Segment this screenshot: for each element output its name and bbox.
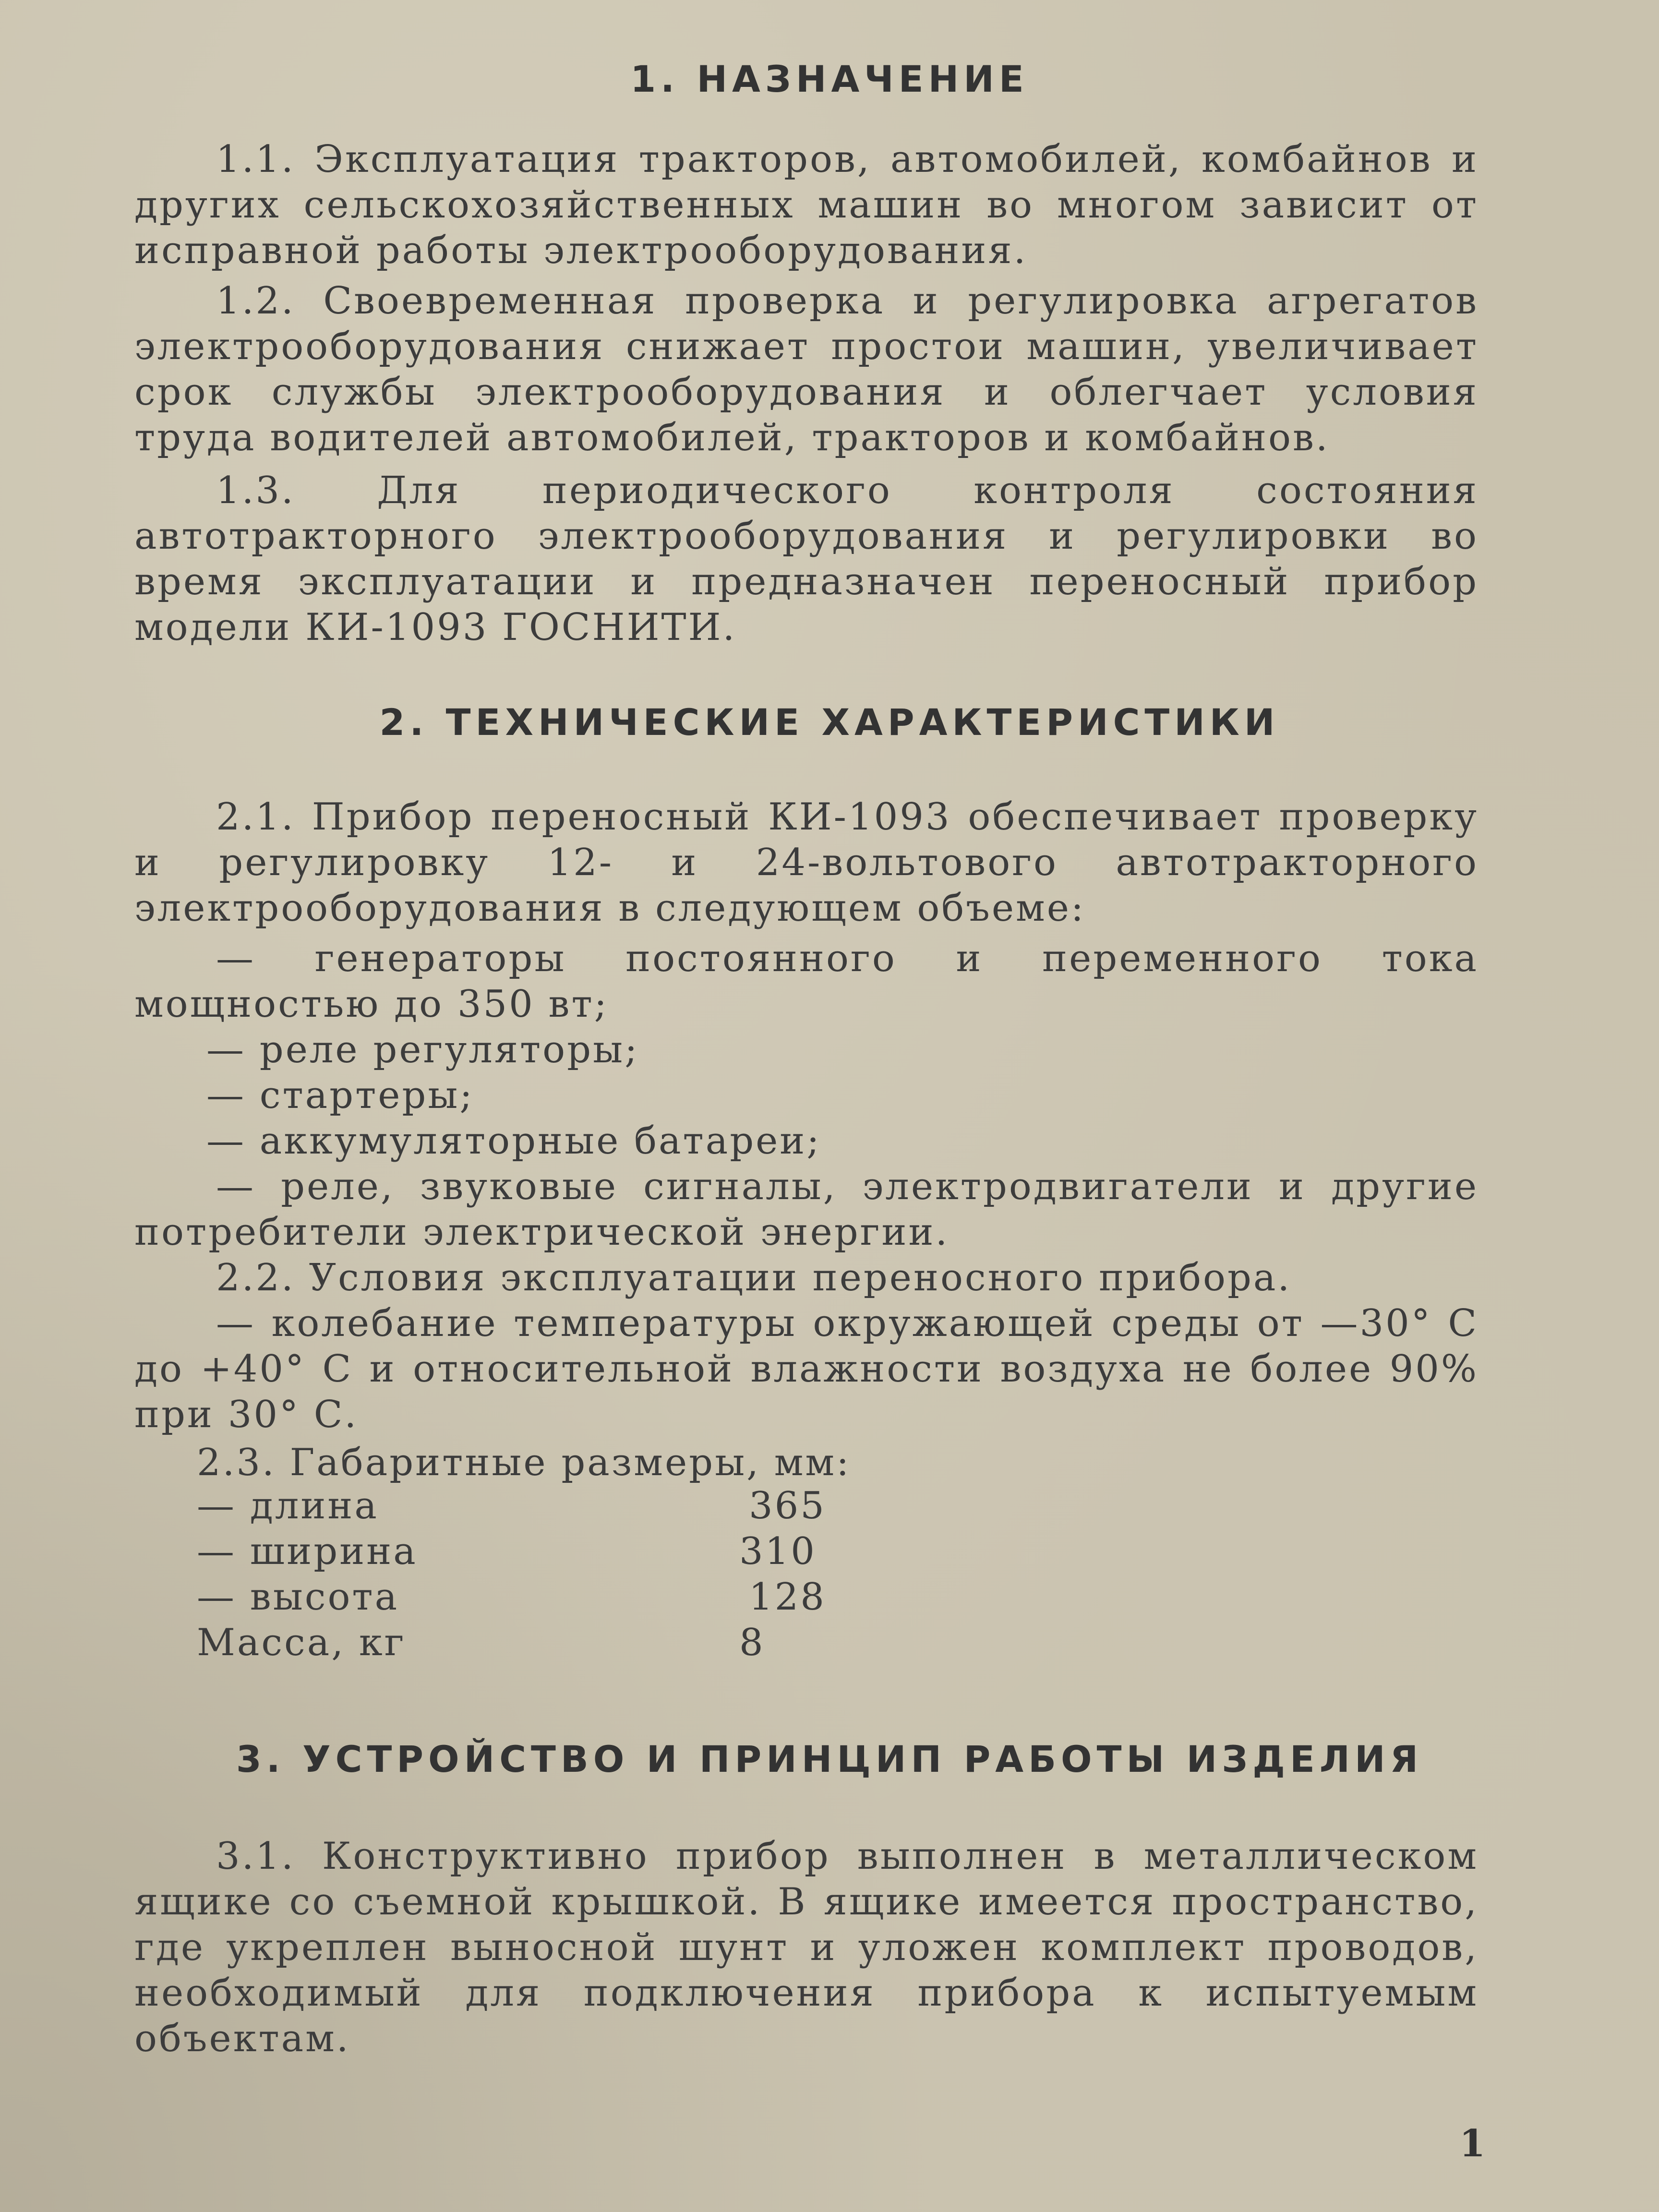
dimension-height-label: — высота — [197, 1575, 399, 1619]
paragraph-1-1: 1.1. Эксплуатация тракторов, автомобилей, комбайнов и других сельскохозяйственных машин во многом зависит от исправной работы электрооборудования. — [134, 138, 1479, 272]
dimension-height-value: 128 — [749, 1575, 826, 1619]
paragraph-2-2: 2.2. Условия эксплуатации переносного прибора. — [216, 1256, 1292, 1299]
list-item-batteries: — аккумуляторные батареи; — [206, 1119, 821, 1163]
list-item-other-consumers: — реле, звуковые сигналы, электродвигатели и другие потребители электрической энергии. — [134, 1165, 1479, 1254]
paragraph-2-1: 2.1. Прибор переносный КИ-1093 обеспечивает проверку и регулировку 12- и 24-вольтового автотракторного электрооборудования в следующем объеме: — [134, 795, 1479, 930]
list-item-relays: — реле регуляторы; — [206, 1028, 639, 1071]
list-item-starters: — стартеры; — [206, 1074, 474, 1117]
list-item-operating-conditions: — колебание температуры окружающей среды от —30° С до +40° С и относительной влажности воздуха не более 90% при 30° С. — [134, 1302, 1479, 1436]
list-item-generators: — генераторы постоянного и переменного тока мощностью до 350 вт; — [134, 937, 1479, 1026]
dimension-length-value: 365 — [749, 1484, 826, 1527]
section-2-title: 2. ТЕХНИЧЕСКИЕ ХАРАКТЕРИСТИКИ — [379, 701, 1280, 744]
paragraph-1-3: 1.3. Для периодического контроля состояния автотракторного электрооборудования и регулировки во время эксплуатации и предназначен переносный прибор модели КИ-1093 ГОСНИТИ. — [134, 469, 1479, 649]
section-1-title: 1. НАЗНАЧЕНИЕ — [630, 58, 1029, 100]
section-3-title: 3. УСТРОЙСТВО И ПРИНЦИП РАБОТЫ ИЗДЕЛИЯ — [236, 1738, 1423, 1780]
paragraph-1-2: 1.2. Своевременная проверка и регулировка агрегатов электрооборудования снижает простои машин, увеличивает срок службы электрооборудования и облегчает условия труда водителей автомобилей, тракторов и комбайнов. — [134, 279, 1479, 459]
dimension-width-label: — ширина — [197, 1530, 418, 1573]
page-number: 1 — [1459, 2122, 1486, 2165]
dimension-width-value: 310 — [739, 1530, 817, 1573]
mass-label: Масса, кг — [197, 1621, 406, 1664]
mass-value: 8 — [739, 1621, 765, 1664]
dimension-length-label: — длина — [197, 1484, 379, 1527]
paragraph-2-3: 2.3. Габаритные размеры, мм: — [197, 1441, 851, 1484]
paragraph-3-1: 3.1. Конструктивно прибор выполнен в металлическом ящике со съемной крышкой. В ящике имеется пространство, где укреплен выносной шунт и уложен комплект проводов, необходимый для подключения прибора к испытуемым объектам. — [134, 1835, 1479, 2060]
